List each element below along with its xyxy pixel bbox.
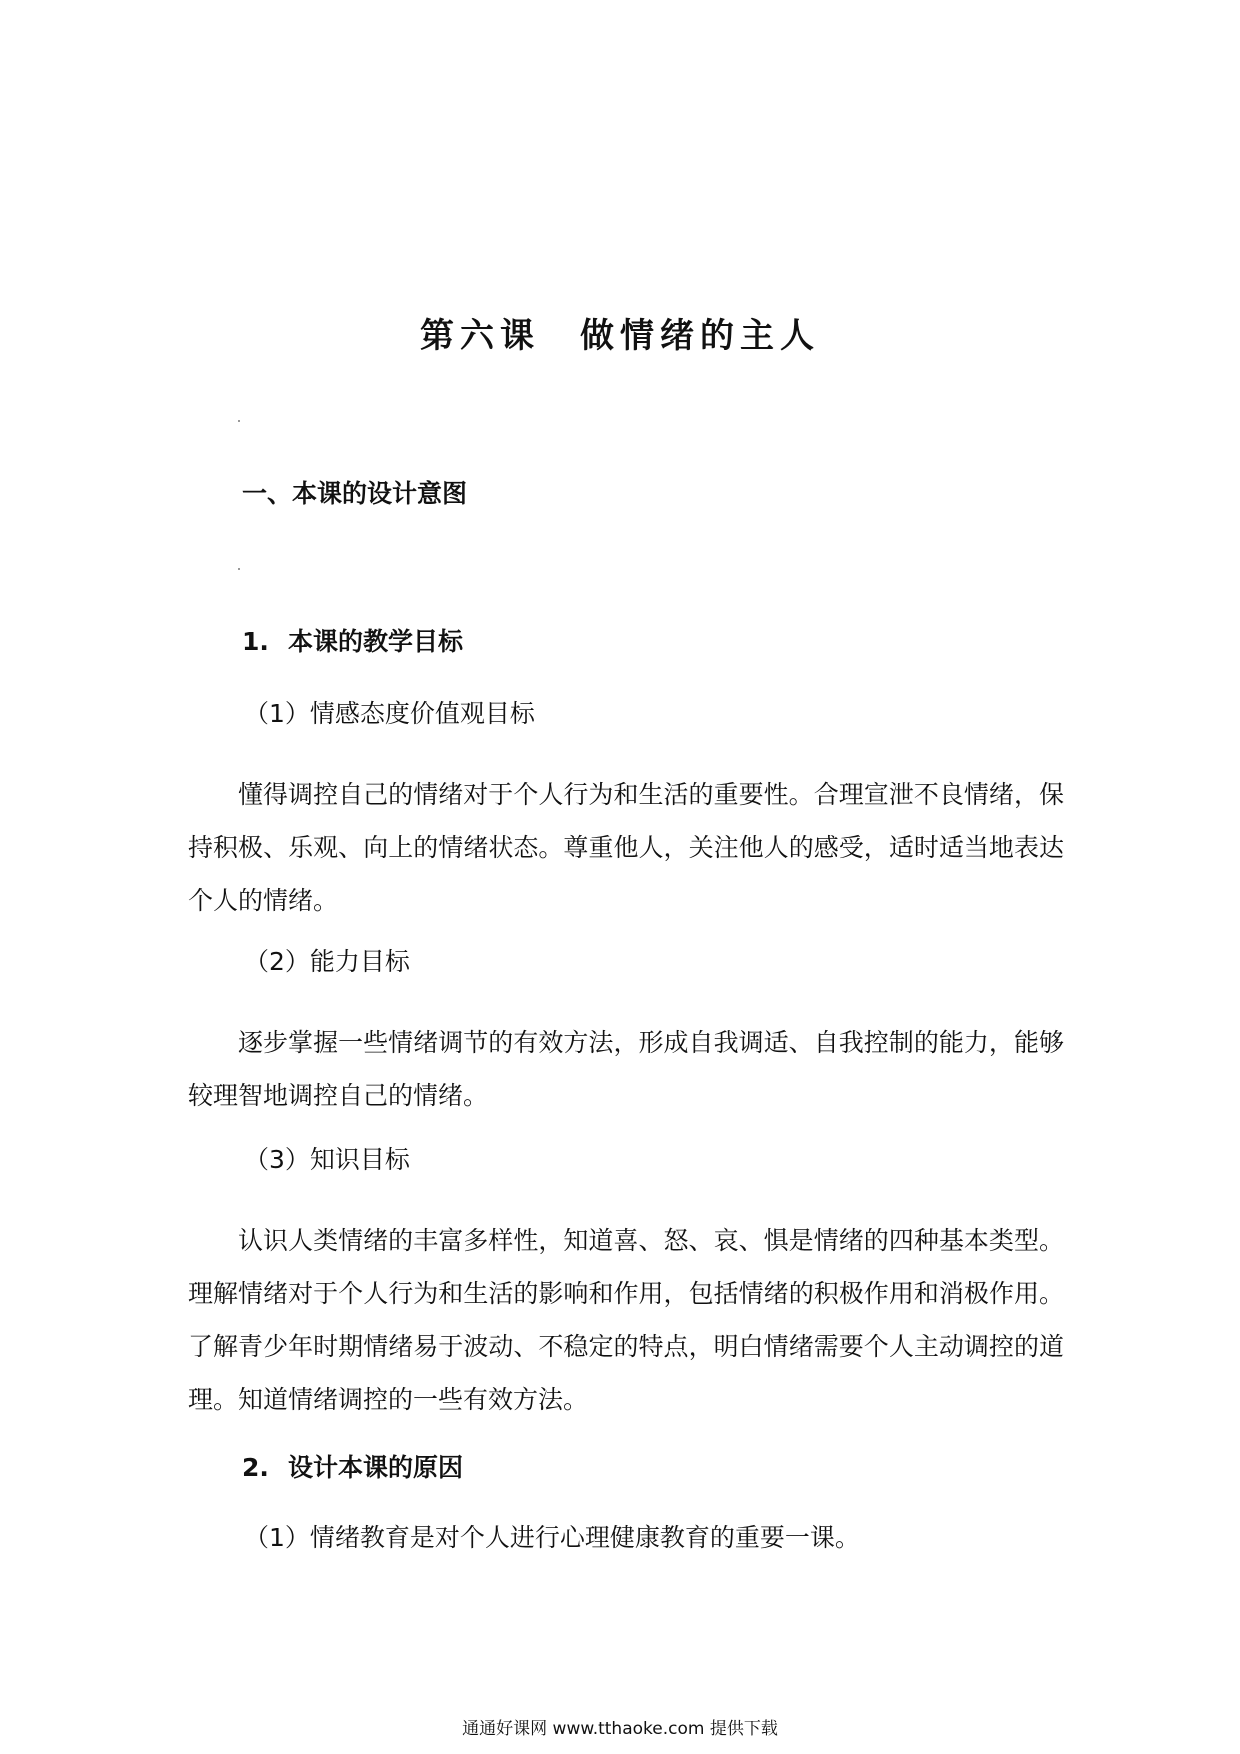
section-heading: 一、本课的设计意图 [242,479,468,508]
scan-speck [238,568,240,570]
goal-paragraph-emotion: 懂得调控自己的情绪对于个人行为和生活的重要性。合理宣泄不良情绪，保持积极、乐观、向上的情绪状态。尊重他人，关注他人的感受，适时适当地表达个人的情绪。 [188,780,1064,915]
subsection-heading-2 [242,1448,463,1484]
subsection-text: 设计本课的原因 [288,1453,464,1482]
goal-paragraph-knowledge: 认识人类情绪的丰富多样性，知道喜、怒、哀、惧是情绪的四种基本类型。理解情绪对于个人行为和生活的影响和作用，包括情绪的积极作用和消极作用。了解青少年时期情绪易于波动、不稳定的特点，明白情绪需要个人主动调控的道理。知道情绪调控的一些有效方法。 [188,1226,1064,1414]
subsection-heading-1 [242,622,463,658]
subsection-number: 1. [242,627,269,656]
goal-paragraph-ability: 逐步掌握一些情绪调节的有效方法，形成自我调适、自我控制的能力，能够较理智地调控自己的情绪。 [188,1028,1064,1110]
subsection-number: 2. [242,1453,269,1482]
reason-item: （1）情绪教育是对个人进行心理健康教育的重要一课。 [244,1523,860,1552]
page-footer: 通通好课网 www.tthaoke.com 提供下载 [462,1719,778,1739]
goal-label-emotion: （1）情感态度价值观目标 [244,699,535,728]
goal-label-knowledge: （3）知识目标 [244,1145,410,1174]
goal-label-ability: （2）能力目标 [244,947,410,976]
page-title: 第六课 做情绪的主人 [420,316,820,356]
subsection-text: 本课的教学目标 [288,627,464,656]
scan-speck [238,420,240,422]
